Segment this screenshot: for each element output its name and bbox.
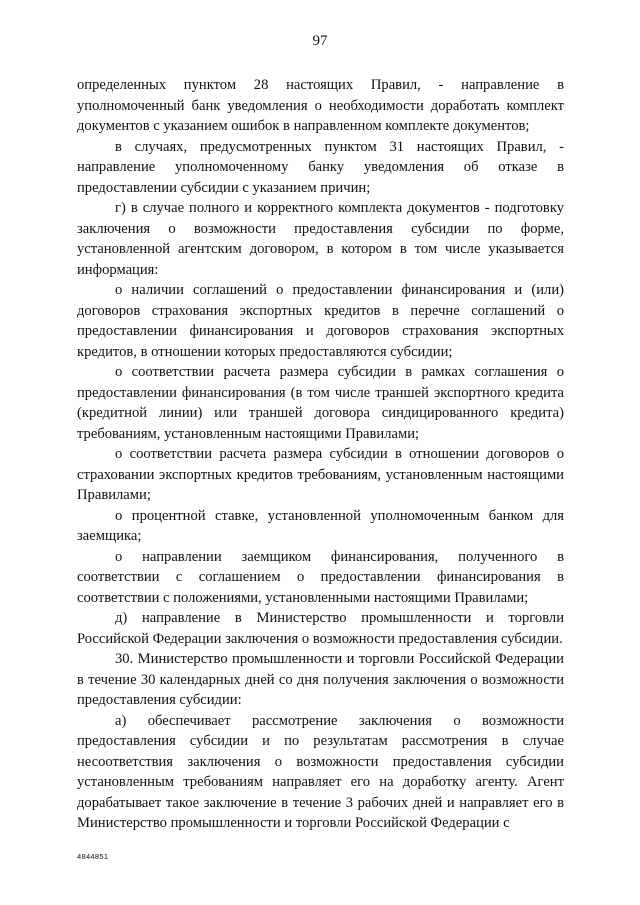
paragraph-agreements-info: о наличии соглашений о предоставлении финансирования и (или) договоров страхования экспортных кредитов в перечне соглашений о предоставлении финансирования и договоров страхования экспортных кредитов, в отношении которых предоставляются субсидии;	[77, 282, 564, 360]
paragraph-financing-direction: о направлении заемщиком финансирования, полученного в соответствии с соглашением о предоставлении финансирования в соответствии с положениями, установленными настоящими Правилами;	[77, 548, 564, 606]
paragraph-refusal-cases: в случаях, предусмотренных пунктом 31 настоящих Правил, - направление уполномоченному банку уведомления об отказе в предоставлении субсидии с указанием причин;	[77, 138, 564, 196]
paragraph-subsidy-calc-financing: о соответствии расчета размера субсидии в рамках соглашения о предоставлении финансирования (в том числе траншей экспортного кредита (кредитной линии) или траншей договора синдицированного кредита) требованиям, установленным настоящими Правилами;	[77, 364, 564, 442]
paragraph-item-d: д) направление в Министерство промышленности и торговли Российской Федерации заключения о возможности предоставления субсидии.	[77, 610, 564, 647]
paragraph-item-g: г) в случае полного и корректного комплекта документов - подготовку заключения о возможности предоставления субсидии по форме, установленной агентским договором, в котором в том числе указывается информация:	[77, 200, 564, 278]
paragraph-clause-30: 30. Министерство промышленности и торговли Российской Федерации в течение 30 календарных дней со дня получения заключения о возможности предоставления субсидии:	[77, 651, 564, 708]
document-id: 4844851	[77, 852, 109, 861]
paragraph-subsidy-calc-insurance: о соответствии расчета размера субсидии в отношении договоров о страховании экспортных кредитов требованиям, установленным настоящими Правилами;	[77, 446, 564, 503]
document-body	[77, 75, 564, 834]
page-number: 97	[312, 33, 328, 49]
paragraph-item-a: а) обеспечивает рассмотрение заключения о возможности предоставления субсидии и по результатам рассмотрения в случае несоответствия заключения о возможности предоставления субсидии установленным требованиям направляет его на доработку агенту. Агент дорабатывает такое заключение в течение 3 рабочих дней и направляет его в Министерство промышленности и торговли Российской Федерации с	[77, 712, 564, 831]
paragraph-continuation: определенных пунктом 28 настоящих Правил, - направление в уполномоченный банк уведомления о необходимости доработать комплект документов с указанием ошибок в направленном комплекте документов;	[77, 77, 564, 134]
paragraph-interest-rate: о процентной ставке, установленной уполномоченным банком для заемщика;	[77, 507, 564, 544]
